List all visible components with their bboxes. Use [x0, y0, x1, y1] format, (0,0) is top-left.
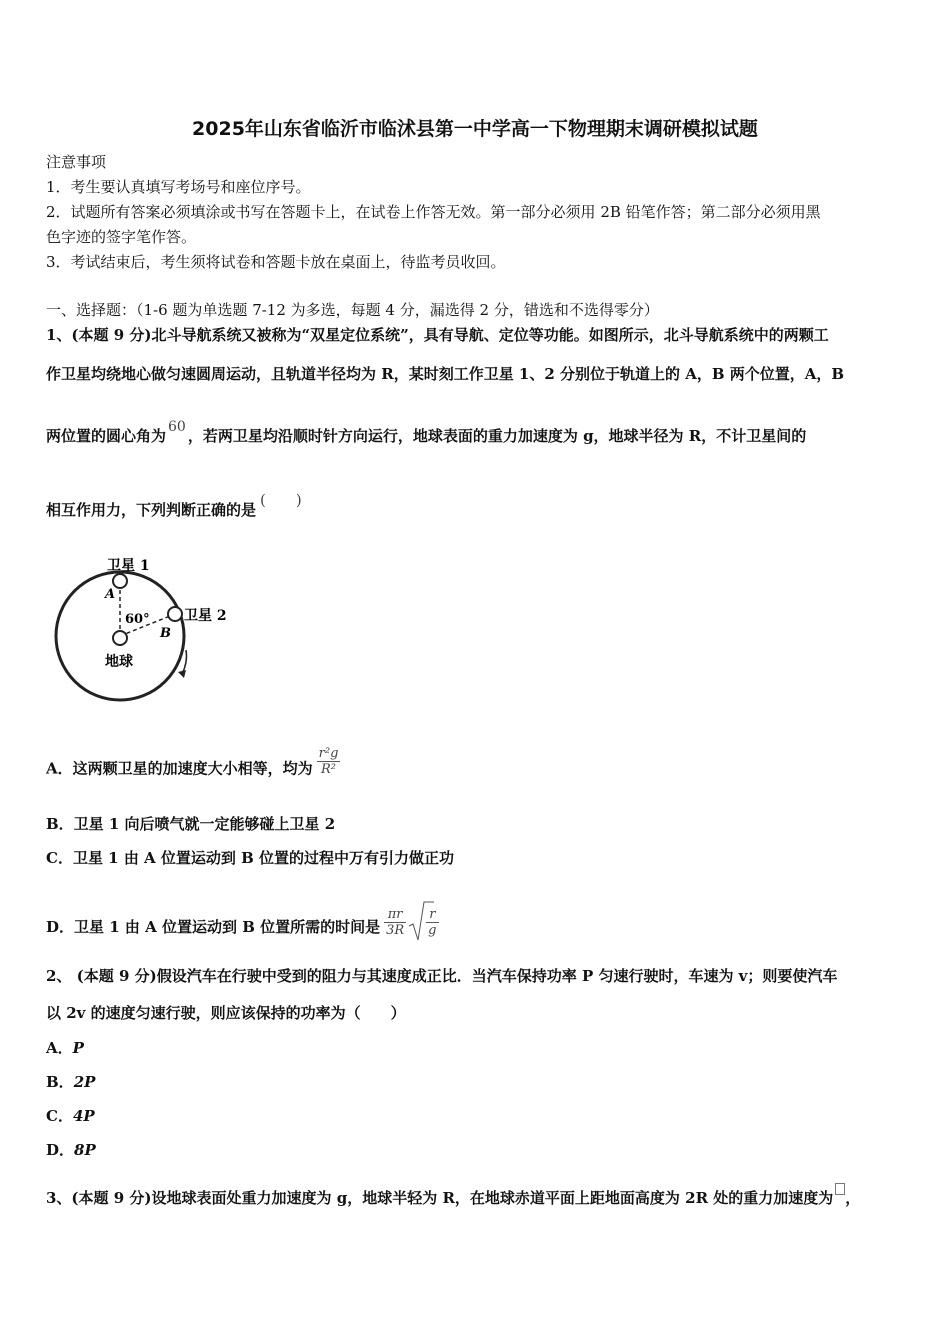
option-a-fraction [317, 746, 341, 777]
earth-icon [113, 631, 127, 645]
q3-tail: ， [845, 1189, 861, 1207]
sqrt-denominator: g [428, 922, 437, 938]
option-a-numerator: r²g [318, 746, 339, 761]
angle-value: 60 [168, 419, 186, 435]
notice-item-2-cont: 色字迹的签字笔作答。 [46, 228, 197, 246]
q1-option-a-text: A．这两颗卫星的加速度大小相等，均为 [46, 759, 313, 778]
q1-line-4 [46, 491, 302, 520]
q2-option-a-value: P [72, 1039, 84, 1057]
option-d-denominator: 3R [386, 922, 405, 938]
q3-line-1 [46, 1188, 860, 1208]
q2-option-a-label: A． [46, 1039, 73, 1057]
option-d-numerator: πr [384, 907, 406, 923]
sat2-label: 卫星 2 [184, 608, 227, 624]
q2-option-b-value: 2P [73, 1073, 96, 1091]
q1-option-d-text: D．卫星 1 由 A 位置运动到 B 位置所需的时间是 [46, 918, 381, 936]
q1-option-b[interactable]: B．卫星 1 向后喷气就一定能够碰上卫星 2 [46, 815, 336, 833]
point-b-label: B [160, 626, 171, 641]
q2-option-d-value: 8P [74, 1141, 96, 1159]
q3-line-1-text: 3、(本题 9 分)设地球表面处重力加速度为 g，地球半轻为 R，在地球赤道平面上距地面高度为 2R 处的重力加速度为 [46, 1189, 834, 1207]
q1-line-3b: ，若两卫星均沿顺时针方向运行，地球表面的重力加速度为 g，地球半径为 R，不计卫星间的 [187, 427, 807, 445]
q2-option-c-label: C． [46, 1107, 73, 1125]
q1-option-a[interactable] [46, 746, 340, 785]
q2-line-2: 以 2v 的速度匀速行驶，则应该保持的功率为（ ） [46, 1004, 406, 1022]
sat1-label: 卫星 1 [107, 558, 150, 574]
sqrt-fraction [426, 907, 438, 938]
satellite-1-icon [113, 574, 127, 588]
q1-line-4-text: 相互作用力，下列判断正确的是 [46, 501, 257, 519]
satellite-orbit-figure [50, 550, 250, 710]
point-a-label: A [105, 587, 116, 602]
q1-line-3 [46, 419, 807, 447]
page-title: 2025年山东省临沂市临沭县第一中学高一下物理期末调研模拟试题 [192, 118, 758, 140]
sqrt-numerator: r [426, 907, 438, 923]
q2-option-b-label: B． [46, 1073, 74, 1091]
q2-option-c-value: 4P [72, 1107, 95, 1125]
q2-option-a[interactable] [46, 1038, 84, 1058]
q1-line-1: 1、(本题 9 分)北斗导航系统又被称为“双星定位系统”，具有导航、定位等功能。如图所示，北斗导航系统中的两颗工 [46, 326, 829, 344]
q1-option-d[interactable] [46, 906, 439, 950]
sqrt-radical [408, 900, 438, 944]
q1-option-c[interactable]: C．卫星 1 由 A 位置运动到 B 位置的过程中万有引力做正功 [46, 849, 455, 867]
q2-option-b[interactable] [46, 1072, 95, 1092]
arrowhead-icon [178, 670, 186, 678]
q1-line-3a: 两位置的圆心角为 [46, 427, 167, 445]
q2-option-d-label: D． [46, 1141, 75, 1159]
q1-line-2: 作卫星均绕地心做匀速圆周运动，且轨道半径均为 R，某时刻工作卫星 1、2 分别位于轨道上的 A，B 两个位置，A，B [46, 365, 845, 383]
option-d-fraction [384, 907, 406, 938]
earth-label: 地球 [105, 654, 133, 670]
missing-symbol-icon [835, 1183, 845, 1195]
answer-paren: ( ) [260, 491, 302, 509]
q2-option-d[interactable] [46, 1140, 96, 1160]
notice-item-3: 3．考试结束后，考生须将试卷和答题卡放在桌面上，待监考员收回。 [46, 253, 506, 271]
notice-heading: 注意事项 [46, 153, 107, 171]
notice-item-1: 1．考生要认真填写考场号和座位序号。 [46, 178, 311, 196]
q2-line-1: 2、 (本题 9 分)假设汽车在行驶中受到的阻力与其速度成正比．当汽车保持功率 P 匀速行驶时，车速为 v；则要使汽车 [46, 967, 838, 985]
option-a-denominator: R² [321, 762, 337, 777]
notice-item-2: 2．试题所有答案必须填涂或书写在答题卡上，在试卷上作答无效。第一部分必须用 2B 铅笔作答；第二部分必须用黑 [46, 203, 821, 221]
angle-label: 60° [125, 612, 150, 627]
section-heading: 一、选择题：（1-6 题为单选题 7-12 为多选，每题 4 分，漏选得 2 分，错选和不选得零分） [46, 301, 659, 319]
satellite-2-icon [168, 607, 182, 621]
q2-option-c[interactable] [46, 1106, 95, 1126]
